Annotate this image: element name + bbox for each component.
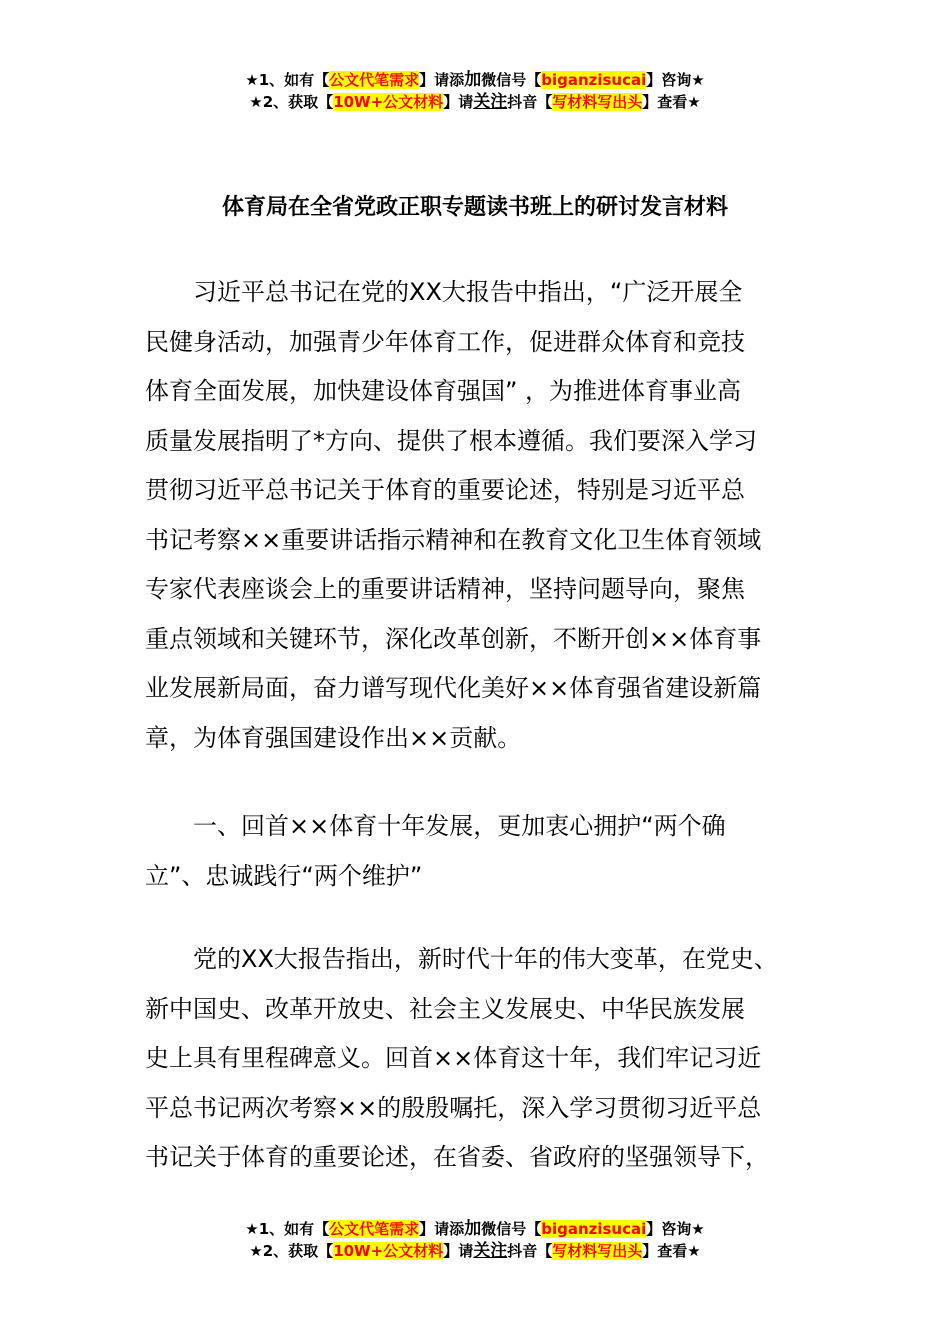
section-heading-1	[145, 802, 825, 901]
banner-text: 】请	[443, 1242, 474, 1260]
text-line: 党的XX大报告指出，新时代十年的伟大变革，在党史、	[193, 945, 778, 973]
banner-text: 加	[464, 70, 482, 90]
text-line: 质量发展指明了*方向、提供了根本遵循。我们要深入学习	[145, 426, 757, 455]
banner-highlight: 10W+公文材料	[333, 1242, 444, 1260]
text-line: 书记关于体育的重要论述，在省委、省政府的坚强领导下，	[145, 1143, 769, 1171]
banner-line-1	[0, 69, 950, 91]
document-title: 体育局在全省党政正职专题读书班上的研讨发言材料	[221, 195, 728, 220]
text-line: 立”、忠诚践行“两个维护”	[145, 861, 423, 890]
banner-text: 】查看★	[642, 93, 701, 111]
text-line: 书记考察××重要讲话指示精神和在教育文化卫生体育领域	[145, 525, 762, 554]
banner-text: 关注	[473, 1241, 508, 1261]
banner-highlight: biganzisucai	[541, 1220, 647, 1238]
text-line: 民健身活动，加强青少年体育工作，促进群众体育和竞技	[145, 327, 745, 356]
banner-text: ★1、如有【	[245, 71, 330, 89]
banner-text: ★2、获取【	[249, 1242, 334, 1260]
banner-line-1	[0, 1218, 950, 1240]
banner-text: ★1、如有【	[245, 1220, 330, 1238]
header-banner	[0, 69, 950, 113]
banner-line-2	[0, 91, 950, 113]
banner-text: 微信号【	[481, 1220, 542, 1238]
banner-line-2	[0, 1240, 950, 1262]
footer-banner	[0, 1218, 950, 1262]
banner-highlight: 写材料写出头	[552, 1242, 643, 1260]
text-line: 史上具有里程碑意义。回首××体育这十年，我们牢记习近	[145, 1044, 762, 1072]
banner-highlight: biganzisucai	[541, 71, 647, 89]
text-line: 平总书记两次考察××的殷殷嘱托，深入学习贯彻习近平总	[145, 1093, 762, 1122]
paragraph-1	[145, 268, 825, 763]
banner-text: 微信号【	[481, 71, 542, 89]
banner-text: 抖音【	[507, 93, 553, 111]
text-line: 重点领域和关键环节，深化改革创新，不断开创××体育事	[145, 624, 762, 653]
banner-text: 】请添	[419, 71, 465, 89]
banner-text: 抖音【	[507, 1242, 553, 1260]
text-line: 一、回首××体育十年发展，更加衷心拥护“两个确	[193, 812, 726, 840]
text-line: 体育全面发展，加快建设体育强国” ，为推进体育事业高	[145, 377, 742, 405]
banner-text: 】请	[443, 93, 474, 111]
banner-highlight: 10W+公文材料	[333, 93, 444, 111]
paragraph-2	[145, 935, 825, 1183]
banner-text: 】查看★	[642, 1242, 701, 1260]
banner-text: 加	[464, 1219, 482, 1239]
text-line: 新中国史、改革开放史、社会主义发展史、中华民族发展	[145, 994, 745, 1023]
banner-text: 】请添	[419, 1220, 465, 1238]
text-line: 业发展新局面，奋力谱写现代化美好××体育强省建设新篇	[145, 674, 762, 702]
banner-text: 】咨询★	[646, 1220, 705, 1238]
banner-highlight: 公文代笔需求	[329, 71, 420, 89]
text-line: 专家代表座谈会上的重要讲话精神，坚持问题导向，聚焦	[145, 575, 745, 603]
banner-text: ★2、获取【	[249, 93, 334, 111]
text-line: 贯彻习近平总书记关于体育的重要论述，特别是习近平总	[145, 476, 745, 504]
text-line: 习近平总书记在党的XX大报告中指出，“广泛开展全	[193, 278, 743, 306]
banner-highlight: 写材料写出头	[552, 93, 643, 111]
banner-highlight: 公文代笔需求	[329, 1220, 420, 1238]
text-line: 章，为体育强国建设作出××贡献。	[145, 723, 522, 752]
banner-text: 】咨询★	[646, 71, 705, 89]
banner-text: 关注	[473, 92, 508, 112]
